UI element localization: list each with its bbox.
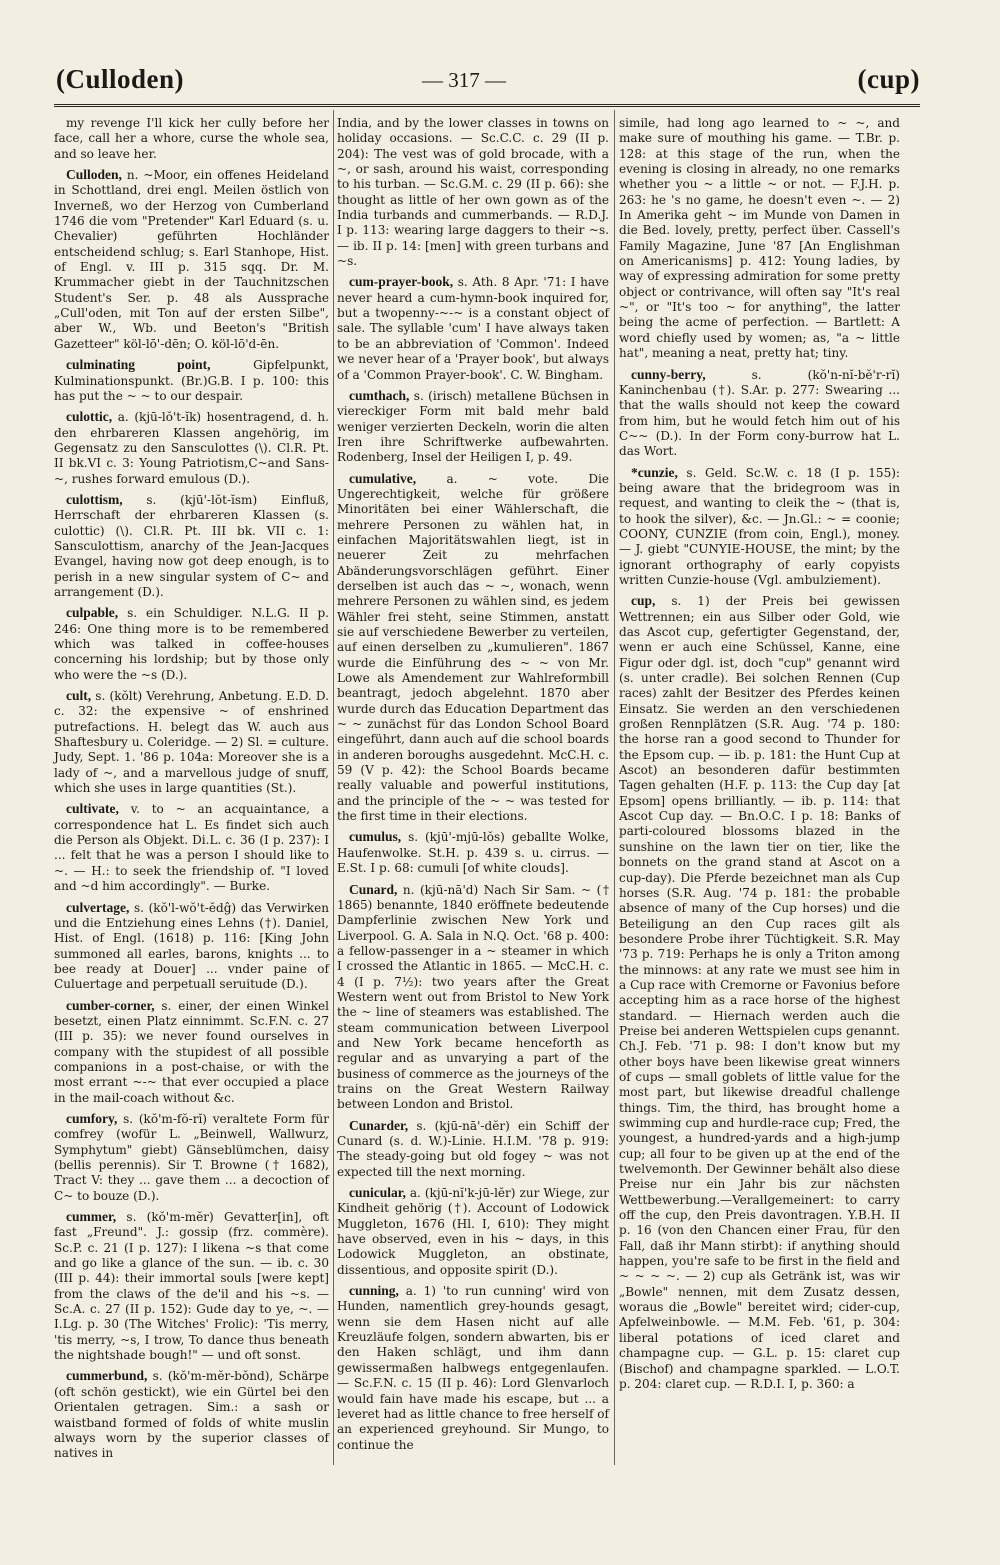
entry-headword: culminating point,: [66, 357, 211, 373]
entry-headword: culottism,: [66, 491, 123, 507]
entry-text: n. (kjū-nā'd) Nach Sir Sam. ~ († 1865) benannte, 1840 eröffnete bedeutende Dampferlinie zwischen New York und Liverpool. G. A. Sala in N.Q. Oct. '68 p. 400: a fellow-passenger in a ~ steamer in which I crossed the Atlantic in 1865. — McC.H. c. 4 (I p. 7½): two years after the Great Western went out from Bristol to New York the ~ line of steamers was established. The steam communication between Liverpool and New York became henceforth as regular and as unvarying a part of the business of commerce as the journeys of the trains on the Great Western Railway between London and Bristol.: [337, 882, 609, 1112]
dictionary-entry: [337, 274, 609, 382]
dictionary-entry: [54, 1368, 329, 1461]
dictionary-entry: [54, 688, 329, 796]
entry-text: v. to ~ an acquaintance, a correspondence hat L. Es findet sich auch die Person als Objekt. Di.L. c. 36 (I p. 237): I ... felt that he was a person I should like to ~. — H.: to seek the friendship of. "I loved and ~d him accordingly". — Burke.: [54, 802, 329, 894]
entry-text: a. (kjū-nĭ'k-jū-lĕr) zur Wiege, zur Kindheit gehörig (†). Account of Lodowick Muggleton, 1676 (Hl. I, 610): They might have observed, even in his ~ days, in this Lodowick Muggleton, an obstinate, dissentious, and opposite spirit (D.).: [337, 1186, 609, 1277]
entry-headword: cum-prayer-book,: [349, 274, 454, 290]
dictionary-entry: [54, 1111, 329, 1204]
left-running-head: (Culloden): [56, 64, 185, 94]
dictionary-entry: [54, 116, 329, 162]
dictionary-entry: [54, 1209, 329, 1363]
entry-text: s. Ath. 8 Apr. '71: I have never heard a cum-hymn-book inquired for, but a twopenny-~-~ is a constant object of sale. The syllable 'cum' I have always taken to be an abbreviation of 'Common'. Indeed we never hear of a 'Prayer book', but always of a 'Common Prayer-book'. C. W. Bingham.: [337, 275, 609, 382]
dictionary-entry: [337, 882, 609, 1113]
entry-headword: *cunzie,: [631, 464, 678, 480]
column-divider: [333, 110, 334, 1465]
dictionary-entry: [54, 998, 329, 1106]
column-2: [337, 116, 609, 1458]
entry-text: s. ein Schuldiger. N.L.G. II p. 246: One thing more is to be remembered which was talked in coffee-houses concerning his lordship; but by those only who were the ~s (D.).: [54, 606, 329, 682]
dictionary-entry: [337, 829, 609, 876]
entry-headword: cumber-corner,: [66, 997, 155, 1013]
dictionary-entry: [54, 167, 329, 352]
entry-text: s. (kŏ'l-wŏ't-ĕdĝ) das Verwirken und die Entziehung eines Lehns (†). Daniel, Hist. of Engl. (1618) p. 116: [King John summoned all earles, barons, knights ... to bee ready at Douer] ... vnder paine of Culuertage and perpetuall seruitude (D.).: [54, 900, 329, 992]
entry-text: a. 1) 'to run cunning' wird von Hunden, namentlich grey-hounds gesagt, wenn sie dem Hasen nicht auf alle Kreuzläufe folgen, sondern abwarten, bis er den Haken schlägt, und ihm dann gewissermaßen halbwegs entgegenlaufen. — Sc.F.N. c. 15 (II p. 46): Lord Glenvarloch would fain have made his escape, but ... a leveret had as little chance to free herself of an experienced greyhound. Sir Mungo, to continue the: [337, 1284, 609, 1452]
entry-headword: cumulus,: [349, 829, 402, 845]
entry-text: s. (kjū-nā'-dĕr) ein Schiff der Cunard (s. d. W.)-Linie. H.I.M. '78 p. 919: The steady-going but old fogey ~ was not expected till the next morning.: [337, 1118, 609, 1179]
entry-text: Gipfelpunkt, Kulminationspunkt. (Br.)G.B. I p. 100: this has put the ~ ~ to our despair.: [54, 358, 329, 403]
entry-headword: culvertage,: [66, 899, 130, 915]
dictionary-entry: [337, 116, 609, 269]
dictionary-entry: [337, 1283, 609, 1453]
entry-text: s. Geld. Sc.W. c. 18 (I p. 155): being aware that the bridegroom was in request, and wanting to cleik the ~ (that is, to hook the silver), &c. — Jn.Gl.: ~ = coonie; COONY, CUNZIE (from coin, Engl.), money. — J. giebt "CUNYIE-HOUSE, the mint; by the ignorant orthography of early copyists written Cunzie-house (Vgl. ambulziement).: [619, 465, 900, 587]
entry-text: s. (kŏ'm-mĕr) Gevatter[in], oft fast „Freund". J.: gossip (frz. commère). Sc.P. c. 21 (I p. 127): I likena ~s that come and go like a glance of the sun. — ib. c. 30 (III p. 44): their immortal souls [were kept] from the claws of the de'il and his ~s. — Sc.A. c. 27 (II p. 152): Gude day to ye, ~. — I.Lg. p. 30 (The Witches' Frolic): 'Tis merry, 'tis merry, ~s, I trow, To dance thus beneath the nightshade bough!" — und oft sonst.: [54, 1210, 329, 1363]
dictionary-entry: [619, 367, 900, 460]
dictionary-entry: [54, 492, 329, 600]
entry-headword: cumthach,: [349, 387, 410, 403]
dictionary-entry: [619, 465, 900, 589]
column-divider: [614, 110, 615, 1465]
dictionary-entry: [54, 409, 329, 487]
entry-headword: cummer,: [66, 1209, 117, 1225]
page-header: [52, 64, 920, 104]
entry-headword: cunny-berry,: [631, 366, 706, 382]
dictionary-entry: [337, 388, 609, 466]
entry-text: s. (kjū'-lŏt-ĭsm) Einfluß, Herrschaft der ehrbareren Klassen (s. culottic) (\). Cl.R. Pt. III bk. VII c. 1: Sansculottism, anarchy of the Jean-Jacques Evangel, having now got deep enough, is to perish in a new singular system of C~ and arrangement (D.).: [54, 492, 329, 599]
entry-headword: culpable,: [66, 605, 119, 621]
entry-headword: cumulative,: [349, 470, 417, 486]
page-number: — 317 —: [422, 68, 506, 92]
entry-text: s. (kŏlt) Verehrung, Anbetung. E.D. D. c. 32: the expensive ~ of enshrined putrefactions. H. belegt das W. auch aus Shaftesbury u. Coleridge. — 2) Sl. = culture. Judy, Sept. 1. '86 p. 104a: Moreover she is a lady of ~, and a marvellous judge of snuff, which she uses in large quantities (St.).: [54, 689, 329, 796]
entry-text: s. (irisch) metallene Büchsen in viereckiger Form mit bald mehr bald weniger verzierten Deckeln, worin die alten Iren ihre Schriftwerke aufbewahrten. Rodenberg, Insel der Heiligen I, p. 49.: [337, 388, 609, 465]
entry-text: India, and by the lower classes in towns on holiday occasions. — Sc.C.C. c. 29 (II p. 204): The vest was of gold brocade, with a ~, or sash, around his waist, corresponding to his turban. — Sc.G.M. c. 29 (II p. 66): she thought as little of her own gown as of the India turbands and cummerbands. — R.D.J. I p. 113: wearing large daggers to their ~s. — ib. II p. 14: [men] with green turbans and ~s.: [337, 116, 609, 269]
entry-text: s. (kŏ'm-fŏ-rĭ) veraltete Form für comfrey (wofür L. „Beinwell, Wallwurz, Symphytum" giebt) Gänseblümchen, daisy (bellis perennis). Sir T. Browne († 1682), Tract V: they ... gave them ... a decoction of C~ to bouze (D.).: [54, 1111, 329, 1203]
entry-text: simile, had long ago learned to ~ ~, and make sure of mouthing his game. — T.Br. p. 128: at this stage of the run, when the evening is closing in already, no one remarks whether you ~ a little ~ or not. — F.J.H. p. 263: he 's no game, he doesn't even ~. — 2) In Amerika geht ~ im Munde von Damen in die Bed. lovely, pretty, perfect über. Cassell's Family Magazine, June '87 [An Englishman on Americanisms] p. 412: Young ladies, by way of expressing admiration for some pretty object or contrivance, will often say "It's real ~", or "It's too ~ for anything", the latter being the acme of perfection. — Bartlett: A word chiefly used by women; as, "a ~ little hat", meaning a neat, pretty hat; tiny.: [619, 116, 900, 361]
entry-headword: Cunarder,: [349, 1117, 409, 1133]
entry-headword: cup,: [631, 593, 656, 609]
dictionary-entry: [337, 1118, 609, 1180]
dictionary-entry: [54, 801, 329, 894]
entry-text: a. (kjū-lŏ't-ĭk) hosentragend, d. h. den ehrbareren Klassen angehörig, im Gegensatz zu den Sansculottes (\). Cl.R. Pt. II bk.VI c. 3: Young Patriotism,C~and Sans-~, rushes forward emulous (D.).: [54, 410, 329, 486]
entry-headword: cultivate,: [66, 801, 119, 817]
column-1: [54, 116, 329, 1467]
entry-text: a. ~ vote. Die Ungerechtigkeit, welche für größere Minoritäten bei einer Wählerschaft, die mehrere Personen zu wählen hat, in einfachen Majoritätswahlen liegt, ist in neuerer Zeit zu mehrfachen Abänderungsvorschlägen geführt. Einer derselben ist auch das ~ ~, wonach, wenn mehrere Personen zu wählen sind, es jedem Wähler frei steht, seine Stimmen, anstatt sie auf verschiedene Bewerber zu verteilen, auf einen derselben zu „kumulieren". 1867 wurde die Einführung des ~ ~ von Mr. Lowe als Amendement zur Wahlreformbill beantragt, jedoch abgelehnt. 1870 aber wurde durch das Education Department das ~ ~ zunächst für das London School Board eingeführt, dann auch auf die school boards in anderen boroughs ausgedehnt. McC.H. c. 59 (V p. 42): the School Boards became really valuable and powerful institutions, and the principle of the ~ ~ was tested for the first time in their elections.: [337, 471, 609, 824]
dictionary-entry: [619, 116, 900, 362]
entry-headword: Culloden,: [66, 167, 122, 183]
entry-text: my revenge I'll kick her cully before her face, call her a whore, curse the whole sea, and so leave her.: [54, 116, 329, 161]
entry-headword: cunning,: [349, 1283, 399, 1299]
dictionary-entry: [619, 593, 900, 1392]
entry-headword: Cunard,: [349, 881, 398, 897]
entry-headword: cummerbund,: [66, 1368, 148, 1384]
entry-headword: cunicular,: [349, 1185, 406, 1201]
entry-text: s. (kŏ'n-nĭ-bĕ'r-rĭ) Kaninchenbau (†). S.Ar. p. 277: Swearing ... that the walls should not keep the coward from him, but he would fetch him out of his C~~ (D.). In der Form cony-burrow hat L. das Wort.: [619, 367, 900, 459]
dictionary-entry: [337, 471, 609, 825]
entry-text: s. (kŏ'm-mĕr-bŏnd), Schärpe (oft schön gestickt), wie ein Gürtel bei den Orientalen getragen. Sim.: a sash or waistband formed of folds of white muslin always worn by the superior classes of natives in: [54, 1369, 329, 1461]
dictionary-entry: [54, 605, 329, 683]
dictionary-entry: [54, 357, 329, 404]
entry-text: s. einer, der einen Winkel besetzt, einen Platz einnimmt. Sc.F.N. c. 27 (III p. 35): we never found ourselves in company with the stupidest of all possible companions in a post-chaise, or with the most errant ~-~ that ever occupied a place in the mail-coach without &c.: [54, 998, 329, 1105]
dictionary-entry: [54, 900, 329, 993]
entry-headword: cumfory,: [66, 1110, 118, 1126]
dictionary-entry: [337, 1185, 609, 1278]
column-3: [619, 116, 900, 1397]
entry-text: s. (kjū'-mjū-lŏs) geballte Wolke, Haufenwolke. St.H. p. 439 s. u. cirrus. — E.St. I p. 68: cumuli [of white clouds].: [337, 830, 609, 876]
header-rule: [54, 104, 920, 107]
entry-text: n. ~Moor, ein offenes Heideland in Schottland, drei engl. Meilen östlich von Inverneß, wo der Herzog von Cumberland 1746 die vom "Pretender" Karl Eduard (s. u. Chevalier) geführten Hochländer entscheidend schlug; s. Earl Stanhope, Hist. of Engl. v. III p. 315 sqq. Dr. M. Krummacher giebt in der Tauchnitzschen Student's Ser. p. 48 als Aussprache „Cull'oden, mit Ton auf der ersten Silbe", aber W., Wb. und Beeton's "British Gazetteer" köl-lō'-dēn; O. köl-lō'd-ēn.: [54, 168, 329, 351]
entry-headword: culottic,: [66, 409, 113, 425]
entry-text: s. 1) der Preis bei gewissen Wettrennen; ein aus Silber oder Gold, wie das Ascot cup, gefertigter Gegenstand, der, wenn er auch eine Schüssel, Kanne, eine Figur oder dgl. ist, doch "cup" genannt wird (s. unter cradle). Bei solchen Rennen (Cup races) zahlt der Besitzer des Pferdes keinen Einsatz. Sie werden an den verschiedenen großen Rennplätzen (S.R. Aug. '74 p. 180: the horse ran a good second to Thunder for the Epsom cup. — ib. p. 181: the Hunt Cup at Ascot) an besonderen dafür bestimmten Tagen gehalten (H.F. p. 113: the Cup day [at Epsom] opens brilliantly. — ib. p. 114: that Ascot Cup day. — Bn.O.C. I p. 18: Banks of parti-coloured blossoms blazed in the sunshine on the lawn tier on tier, like the bonnets on the grand stand at Ascot on a cup-day). Die Pferde bezeichnet man als Cup horses (S.R. Aug. '74 p. 181: the probable absence of many of the Cup horses) und die Beteiligung an den Cup races gilt als besondere Probe ihrer Tüchtigkeit. S.R. May '73 p. 719: Perhaps he is only a Triton among the minnows: at any rate we must see him in a Cup race with Cremorne or Favonius before accepting him as a race horse of the highest standard. — Hiernach werden auch die Preise bei anderen Wettspielen cups genannt. Ch.J. Feb. '71 p. 98: I don't know but my other boys have been likewise great winners of cups — small goblets of little value for the most part, but likewise dreadful challenge things. Tim, the third, has brought home a swimming cup and hurdle-race cup; Fred, the youngest, a hundred-yards and a high-jump cup; all four to be given up at the end of the twelvemonth. Der Gewinner behält also diese Preise nur ein Jahr bis zur nächsten Wettbewerbung.—Verallgemeinert: to carry off the cup, den Preis davontragen. Y.B.H. II p. 16 (von den Chancen einer Frau, für den Fall, daß ihr Mann stirbt): if anything should happen, you're safe to be first in the field and ~ ~ ~ ~. — 2) cup als Getränk ist, was wir „Bowle" nennen, mit dem Zusatz dessen, woraus die „Bowle" bereitet wird; cider-cup, Apfelweinbowle. — M.M. Feb. '61, p. 304: liberal potations of iced claret and champagne cup. — G.L. p. 15: claret cup (Bischof) and champagne sparkled. — L.O.T. p. 204: claret cup. — R.D.I. I, p. 360: a: [619, 594, 900, 1391]
entry-headword: cult,: [66, 688, 92, 704]
right-running-head: (cup): [857, 64, 920, 94]
